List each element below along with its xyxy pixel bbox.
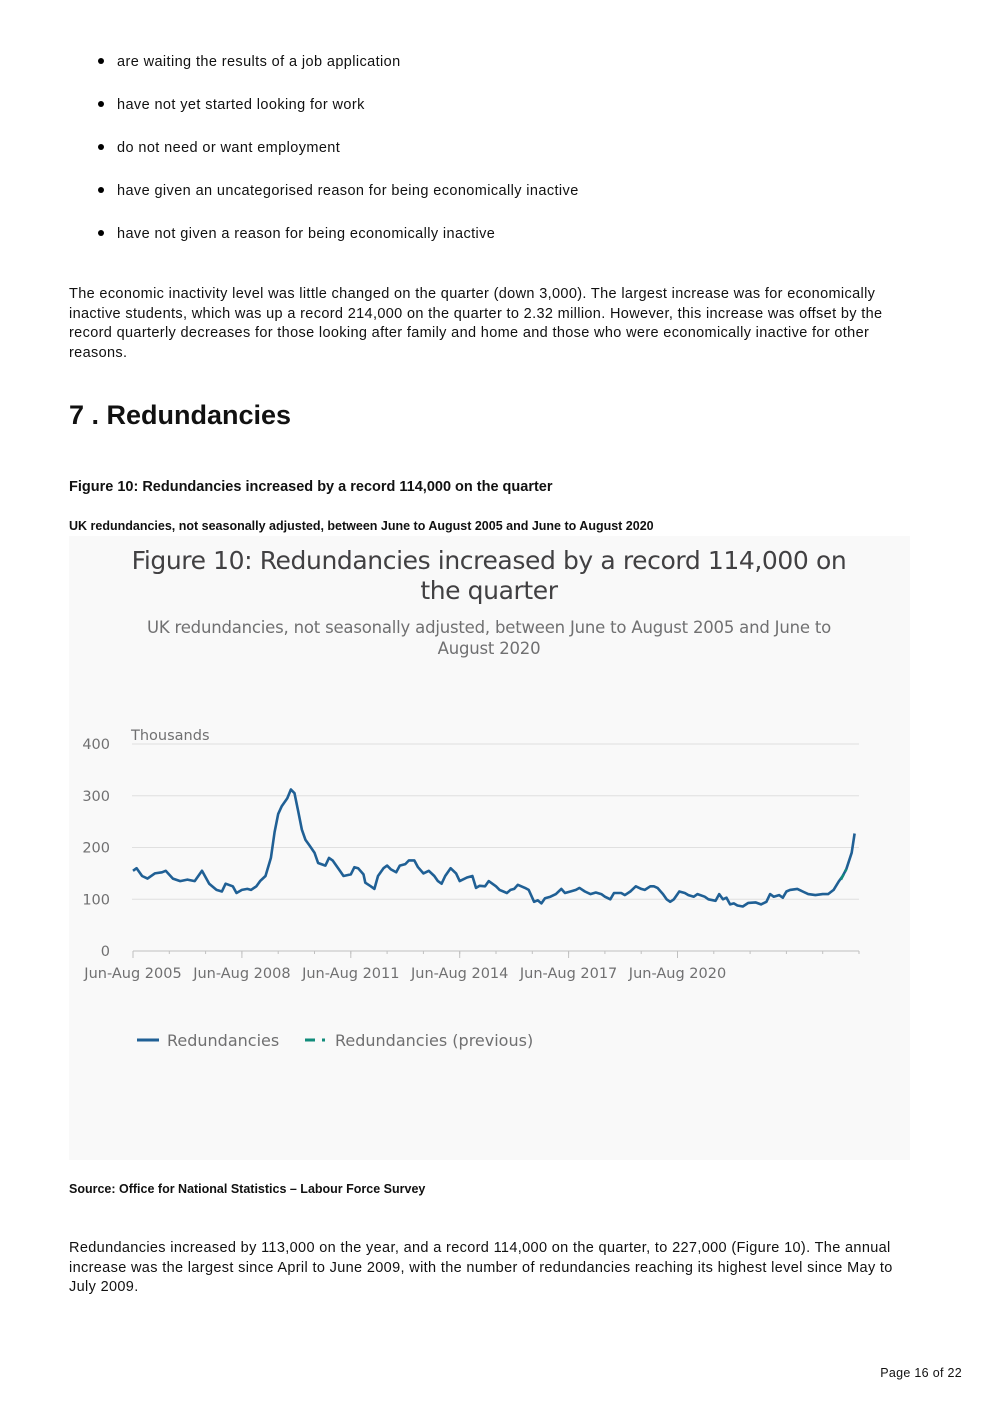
y-tick-label: 0	[100, 944, 110, 960]
bullet-dot-icon	[98, 144, 104, 150]
bullet-item	[96, 52, 579, 95]
bullet-item	[96, 138, 579, 181]
x-tick-label: Jun-Aug 2014	[410, 966, 509, 982]
x-tick-label: Jun-Aug 2020	[628, 966, 727, 982]
figure-subtitle: UK redundancies, not seasonally adjusted, between June to August 2005 and June to August 2020	[69, 519, 654, 533]
source-note: Source: Office for National Statistics – Labour Force Survey	[69, 1182, 426, 1196]
bullet-item	[96, 95, 579, 138]
bullet-dot-icon	[98, 187, 104, 193]
redundancies-paragraph: Redundancies increased by 113,000 on the year, and a record 114,000 on the quarter, to 227,000 (Figure 10). The annual increase was the largest since April to June 2009, with the number of redundancies reaching its highest level since May to July 2009.	[69, 1240, 893, 1295]
x-tick-label: Jun-Aug 2005	[84, 966, 182, 982]
chart-title: Figure 10: Redundancies increased by a record 114,000 on the quarter	[131, 546, 847, 605]
grid-layer	[132, 744, 859, 899]
section-heading: 7 . Redundancies	[69, 400, 292, 430]
inactivity-paragraph: The economic inactivity level was little changed on the quarter (down 3,000). The largest increase was for economically inactive students, which was up a record 214,000 on the quarter to 2.32 million. However, this increase was offset by the record quarterly decreases for those looking after family and home and those who were economically inactive for other reasons.	[69, 286, 883, 361]
bullet-item	[96, 181, 579, 224]
x-tick-label: Jun-Aug 2017	[519, 966, 618, 982]
chart-container	[69, 536, 910, 1160]
figure-title: Figure 10: Redundancies increased by a record 114,000 on the quarter	[69, 479, 553, 495]
bullet-dot-icon	[98, 101, 104, 107]
bullet-dot-icon	[98, 230, 104, 236]
legend-label-previous: Redundancies (previous)	[335, 1031, 534, 1050]
redundancies-chart	[69, 536, 910, 1160]
bullet-item	[96, 224, 579, 267]
bullet-list	[96, 52, 579, 267]
bullet-text: are waiting the results of a job application	[117, 54, 401, 70]
bullet-text: have not yet started looking for work	[117, 97, 365, 113]
bullet-text: do not need or want employment	[117, 140, 341, 156]
axis-layer	[82, 728, 859, 982]
y-axis-title: Thousands	[131, 728, 210, 744]
chart-subtitle: UK redundancies, not seasonally adjusted, between June to August 2005 and June to August 2020	[146, 618, 832, 658]
y-tick-label: 400	[82, 737, 110, 753]
x-tick-label: Jun-Aug 2008	[193, 966, 291, 982]
bullet-text: have given an uncategorised reason for being economically inactive	[117, 183, 579, 199]
bullet-dot-icon	[98, 58, 104, 64]
x-tick-label: Jun-Aug 2011	[302, 966, 400, 982]
y-tick-label: 300	[82, 788, 110, 805]
series-line-redundancies-previous	[841, 869, 846, 879]
legend-label-redundancies: Redundancies	[167, 1031, 280, 1050]
bullet-text: have not given a reason for being economically inactive	[117, 226, 496, 242]
page-number: Page 16 of 22	[880, 1366, 962, 1380]
y-tick-label: 100	[82, 892, 110, 909]
y-tick-label: 200	[82, 840, 110, 857]
chart-legend	[137, 1031, 533, 1050]
